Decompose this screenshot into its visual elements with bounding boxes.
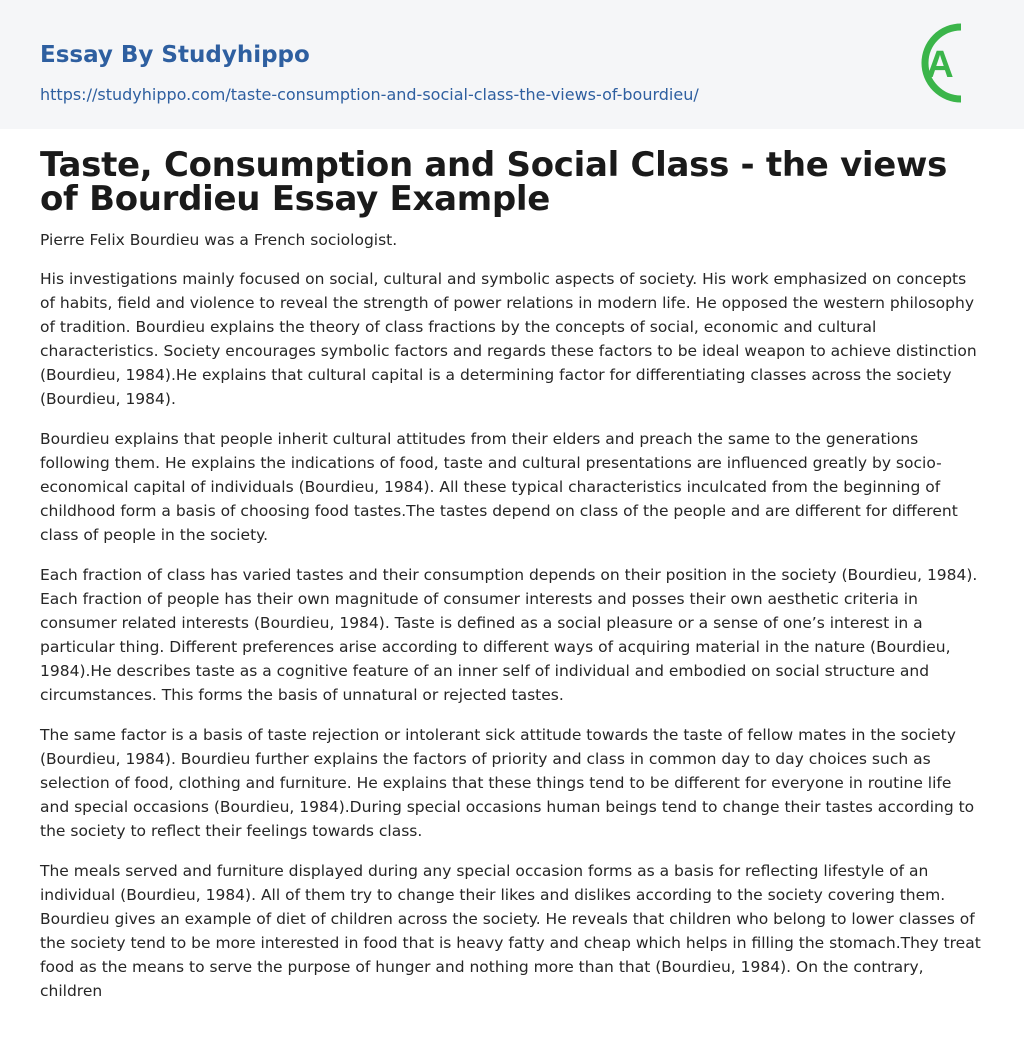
brand-title[interactable]: Essay By Studyhippo (40, 42, 310, 68)
paragraph: The meals served and furniture displayed during any special occasion forms as a basis for reflecting lifestyle of an individual (Bourdieu, 1984). All of them try to change their likes and dislikes according to the society covering them. Bourdieu gives an example of diet of children across the society. He reveals that children who belong to lower classes of the society tend to be more interested in food that is heavy fatty and cheap which helps in filling the stomach.They treat food as the means to serve the purpose of hunger and nothing more than that (Bourdieu, 1984). On the contrary, children (40, 862, 981, 1000)
paragraph: The same factor is a basis of taste rejection or intolerant sick attitude towards the taste of fellow mates in the society (Bourdieu, 1984). Bourdieu further explains the factors of priority and class in common day to day choices such as selection of food, clothing and furniture. He explains that these things tend to be different for everyone in routine life and special occasions (Bourdieu, 1984).During special occasions human beings tend to change their tastes according to the society to reflect their feelings towards class. (40, 726, 975, 840)
article-title: Taste, Consumption and Social Class - the views of Bourdieu Essay Example (40, 145, 948, 219)
paragraph: His investigations mainly focused on social, cultural and symbolic aspects of society. His work emphasized on concepts of habits, field and violence to reveal the strength of power relations in modern life. He opposed the western philosophy of tradition. Bourdieu explains the theory of class fractions by the concepts of social, economic and cultural characteristics. Society encourages symbolic factors and regards these factors to be ideal weapon to achieve distinction (Bourdieu, 1984).He explains that cultural capital is a determining factor for differentiating classes across the society (Bourdieu, 1984). (40, 270, 977, 408)
paragraph: Bourdieu explains that people inherit cultural attitudes from their elders and preach the same to the generations following them. He explains the indications of food, taste and cultural presentations are influenced greatly by socio-economical capital of individuals (Bourdieu, 1984). All these typical characteristics inculcated from the beginning of childhood form a basis of choosing food tastes.The tastes depend on class of the people and are different for different class of people in the society. (40, 430, 958, 544)
logo-letter: A (926, 44, 954, 86)
paragraph: Each fraction of class has varied tastes and their consumption depends on their position in the society (Bourdieu, 1984). Each fraction of people has their own magnitude of consumer interests and posses their own aesthetic criteria in consumer related interests (Bourdieu, 1984). Taste is defined as a social pleasure or a sense of one’s interest in a particular thing. Different preferences arise according to different ways of acquiring material in the nature (Bourdieu, 1984).He describes taste as a cognitive feature of an inner self of individual and embodied on social structure and circumstances. This forms the basis of unnatural or rejected tastes. (40, 566, 978, 704)
paragraph: Pierre Felix Bourdieu was a French sociologist. (40, 231, 398, 249)
article-body (40, 228, 984, 1003)
page-url-link[interactable]: https://studyhippo.com/taste-consumption-and-social-class-the-views-of-bourdieu/ (40, 85, 699, 104)
